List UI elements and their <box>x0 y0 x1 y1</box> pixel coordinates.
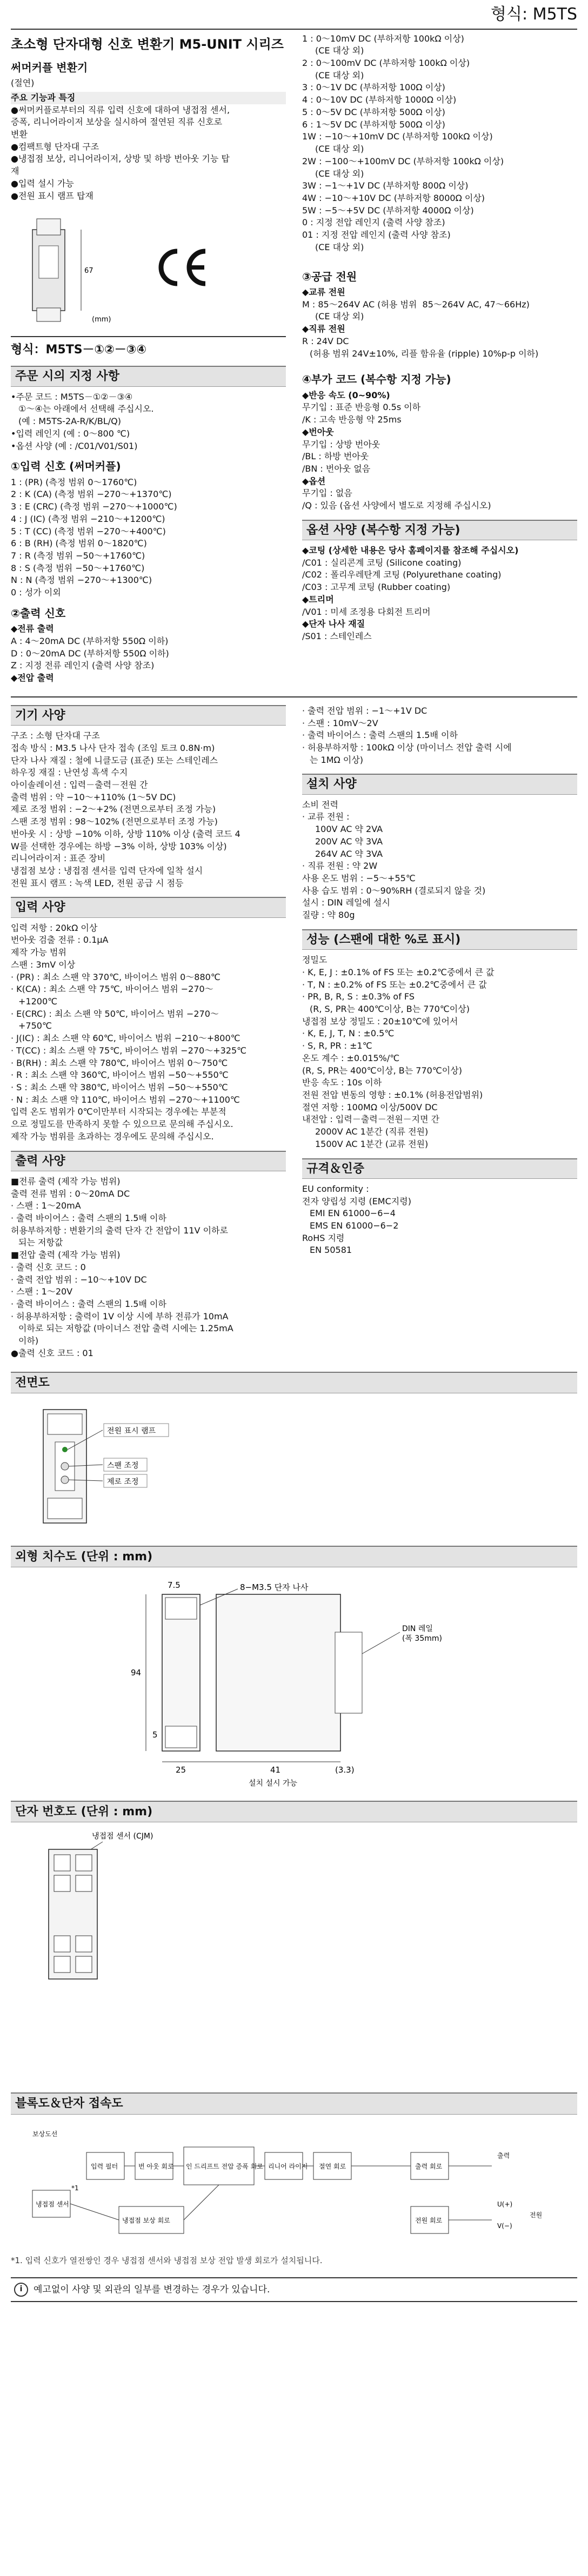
option-line: /C01 : 실리콘계 코팅 (Silicone coating) <box>302 557 462 568</box>
voltage-code-line: 2W : −100～+100mV DC (부하저항 100kΩ 이상) <box>302 156 504 166</box>
extra-code-line: /Q : 있음 (옵션 사양에서 별도로 지정해 주십시오) <box>302 500 491 511</box>
extra-code-line: /BL : 하방 번아웃 <box>302 451 369 462</box>
ce-mark-icon <box>151 243 211 292</box>
block-label-amplifier: 인 드리프트 전압 증폭 회로 <box>186 2162 263 2170</box>
dimensions-figure <box>11 1573 577 1789</box>
order-line: (예 : M5TS-2A-R/K/BL/Q) <box>18 416 122 427</box>
perf-line: 절연 저항 : 100MΩ 이상/500V DC <box>302 1102 438 1112</box>
block-label-output-circuit: 출력 회로 <box>415 2162 443 2170</box>
voltage-code-line: 1W : −10～+10mV DC (부하저항 100kΩ 이상) <box>302 131 493 142</box>
input-spec-line: · (PR) : 최소 스팬 약 370℃, 바이어스 범위 0～880℃ <box>11 971 220 982</box>
voltage-code-line: 6 : 1～5V DC (부하저항 500Ω 이상) <box>302 119 445 130</box>
perf-line: 내전압 : 입력－출력－전원－지면 간 <box>302 1114 440 1125</box>
block-label-footnote-mark: *1 <box>71 2184 79 2192</box>
right-top-column <box>302 30 577 685</box>
output-spec-line: 허용부하저항 : 변환기의 출력 단자 간 전압이 11V 이하로 <box>11 1225 228 1236</box>
input-spec-line: 제작 가능 범위를 초과하는 경우에도 문의해 주십시오. <box>11 1131 214 1142</box>
output-code-line: D : 0～20mA DC (부하저항 550Ω 이하) <box>11 648 169 659</box>
voltage-code-line: (CE 대상 외) <box>315 144 364 155</box>
option-line: /S01 : 스테인레스 <box>302 631 372 642</box>
feature-line: ●컴팩트형 단자대 구조 <box>11 141 99 152</box>
standard-line: EU conformity : <box>302 1183 369 1194</box>
power-line: M : 85～264V AC (허용 범위 85～264V AC, 47～66Hz) <box>302 299 530 310</box>
front-view-figure <box>11 1399 577 1534</box>
perf-line: 정밀도 <box>302 955 328 965</box>
input-spec-line: 입력 온도 범위가 0℃이만부터 시작되는 경우에는 부분적 <box>11 1106 226 1117</box>
option-line: /V01 : 미세 조정용 다회전 트리머 <box>302 606 431 617</box>
perf-line: (R, S, PR는 400℃이상, B는 770℃이상) <box>310 1004 470 1014</box>
spec-section <box>11 697 577 1360</box>
feature-line: ●입력 설시 가능 <box>11 178 74 189</box>
feature-line: ●냉접점 보상, 리니어라이저, 상방 및 하방 번아웃 기능 탑 <box>11 153 230 164</box>
extra-code-line: 무기입 : 상방 번아웃 <box>302 439 380 450</box>
block-label-input-filter: 입력 필터 <box>91 2162 118 2170</box>
block-diagram-footnote: *1. 입력 신호가 열전쌍인 경우 냉접점 센서와 냉접점 보상 전압 발생 회로가 설치됩니다. <box>11 2255 323 2265</box>
install-line: 설시 : DIN 레일에 설시 <box>302 897 390 908</box>
block-label-output: 출력 <box>497 2151 510 2159</box>
block-label-linearizer: 리니어 라이저 <box>268 2162 308 2170</box>
general-spec-line: 스팬 조정 범위 : 98～102% (전면으로부터 조정 가능) <box>11 816 218 827</box>
output-spec-line: 되는 저항값 <box>18 1237 63 1248</box>
general-spec-line: 접속 방식 : M3.5 나사 단자 접속 (조임 토크 0.8N·m) <box>11 742 215 753</box>
input-spec-line: · B(RH) : 최소 스팬 약 780℃, 바이어스 범위 0～750℃ <box>11 1057 228 1068</box>
general-spec-line: 단자 나사 재질 : 철에 니클도금 (표준) 또는 스테인레스 <box>11 755 218 766</box>
voltage-code-line: (CE 대상 외) <box>315 242 364 252</box>
input-spec-line: +750℃ <box>18 1021 52 1031</box>
output-spec-line: · 출력 신호 코드 : 0 <box>11 1262 86 1272</box>
output-signal-heading: ②출력 신호 <box>11 606 66 620</box>
perf-line: 전원 전압 변동의 영향 : ±0.1% (허용전압범위) <box>302 1090 483 1101</box>
input-spec-line: 스팬 : 3mV 이상 <box>11 959 76 970</box>
order-line: •입력 레인지 (예 : 0～800 ℃) <box>11 428 130 439</box>
output-spec-line: · 허용부하저항 : 출력이 1V 이상 시에 부하 전류가 10mA <box>11 1311 229 1321</box>
block-diagram-drawing-icon <box>11 2120 577 2255</box>
install-line: 264V AC 약 3VA <box>315 848 383 859</box>
install-line: 소비 전력 <box>302 799 338 810</box>
perf-line: · T, N : ±0.2% of FS 또는 ±0.2℃중에서 큰 값 <box>302 979 487 990</box>
voltage-code-line: 01 : 지정 전압 레인지 (출력 사양 참조) <box>302 230 451 240</box>
output-spec-line: · 출력 바이어스 : 출력 스팬의 1.5배 이하 <box>11 1299 166 1310</box>
block-label-cj-comp: 냉접점 보상 회로 <box>122 2216 170 2224</box>
feature-line: ●전원 표시 램프 탑재 <box>11 190 93 201</box>
install-line: · 교류 전원 : <box>302 811 350 822</box>
dim-label-41: 41 <box>270 1765 281 1775</box>
perf-line: 1500V AC 1분간 (교류 전원) <box>315 1138 429 1149</box>
input-code-line: N : N (측정 범위 −270～+1300℃) <box>11 575 152 586</box>
output-spec-line: ■전류 출력 (제작 가능 범위) <box>11 1176 121 1186</box>
model-code-title: 형식：M5TS－①②－③④ <box>11 336 286 358</box>
standards-heading: 규격＆인증 <box>302 1158 577 1179</box>
option-line: /C02 : 폴리우레탄계 코팅 (Polyurethane coating) <box>302 569 502 580</box>
feature-line: ●써머커플로부터의 직류 입력 신호에 대하여 냉접점 센서, <box>11 104 230 115</box>
output-spec-heading: 출력 사양 <box>11 1151 286 1171</box>
extra-code-line: ◆번아웃 <box>302 426 334 437</box>
perf-line: · PR, B, R, S : ±0.3% of FS <box>302 991 415 1002</box>
input-spec-line: 입력 저항 : 20kΩ 이상 <box>11 922 98 933</box>
spec-left-column <box>11 697 286 1360</box>
output-code-line: ◆전류 출력 <box>11 623 54 634</box>
block-label-isolation: 절연 회로 <box>319 2162 346 2170</box>
page-header-title: 형식: M5TS <box>11 0 577 30</box>
dim-label-7-5: 7.5 <box>168 1580 181 1591</box>
standard-line: 전자 양립성 지령 (EMC지령) <box>302 1196 411 1206</box>
input-code-line: 2 : K (CA) (측정 범위 −270～+1370℃) <box>11 489 172 500</box>
voltage-code-line: 5W : −5～+5V DC (부하저항 4000Ω 이상) <box>302 205 474 216</box>
general-spec-line: W를 선택한 경우에는 하방 −3% 이하, 상방 103% 이상) <box>11 841 227 851</box>
power-line: R : 24V DC <box>302 336 349 346</box>
dim-label-94: 94 <box>131 1668 142 1678</box>
page-footer <box>11 2277 577 2302</box>
option-spec-heading: 옵션 사양 (복수항 지정 가능) <box>302 520 577 540</box>
input-code-line: 3 : E (CRC) (측정 범위 −270～+1000℃) <box>11 501 177 512</box>
input-code-line: 7 : R (측정 범위 −50～+1760℃) <box>11 551 145 561</box>
voltage-code-line: 4W : −10～+10V DC (부하저항 8000Ω 이상) <box>302 192 485 203</box>
power-supply-heading: ③공급 전원 <box>302 270 357 283</box>
top-section <box>11 30 577 685</box>
voltage-code-line: 3W : −1～+1V DC (부하저항 800Ω 이상) <box>302 180 469 191</box>
dim-label-3-3: (3.3) <box>335 1765 355 1775</box>
input-code-line: 6 : B (RH) (측정 범위 0～1820℃) <box>11 538 147 549</box>
terminal-heading: 단자 번호도 (단위 : mm) <box>11 1801 577 1822</box>
spec-right-column <box>302 697 577 1360</box>
option-line: ◆코팅 (상세한 내용은 당사 홈페이지를 참조해 주십시오) <box>302 545 519 556</box>
dim-label-5: 5 <box>152 1730 158 1740</box>
product-photo-icon <box>11 208 119 327</box>
input-spec-line: · T(CC) : 최소 스팬 약 75℃, 바이어스 범위 −270～+325℃ <box>11 1045 247 1056</box>
output-cont-line: 는 1MΩ 이상) <box>310 754 363 765</box>
input-spec-line: · K(CA) : 최소 스팬 약 75℃, 바이어스 범위 −270～ <box>11 984 213 995</box>
general-spec-line: 하우징 재질 : 난연성 흑색 수지 <box>11 767 128 778</box>
output-spec-line: 이하) <box>18 1336 39 1346</box>
info-icon: i <box>14 2283 28 2297</box>
front-view-drawing-icon <box>11 1399 292 1534</box>
voltage-code-line: (CE 대상 외) <box>315 70 364 81</box>
general-spec-line: 전원 표시 램프 : 녹색 LED, 전원 공급 시 점등 <box>11 877 184 888</box>
input-spec-line: · J(IC) : 최소 스팬 약 60℃, 바이어스 범위 −210～+800℃ <box>11 1033 240 1044</box>
general-spec-line: 제로 조정 범위 : −2～+2% (전면으로부터 조정 가능) <box>11 804 216 815</box>
dim-label-mounting-note: 설치 설시 가능 <box>249 1779 298 1788</box>
extra-code-heading: ④부가 코드 (복수항 지정 가능) <box>302 373 451 386</box>
product-series-title: 초소형 단자대형 신호 변환기 M5-UNIT 시리즈 <box>11 36 284 52</box>
block-label-comp-wire: 보상도선 <box>32 2130 58 2138</box>
perf-line: · S, R, PR : ±1℃ <box>302 1041 372 1051</box>
feature-line: 증폭, 리니어라이저 보상을 실시하여 절연된 직류 신호로 <box>11 117 223 128</box>
order-line: •주문 코드 : M5TS－①②－③④ <box>11 391 133 402</box>
input-signal-heading: ①입력 신호 (써머커플) <box>11 460 121 473</box>
power-line: ◆직류 전원 <box>302 324 345 334</box>
input-spec-heading: 입력 사양 <box>11 897 286 917</box>
extra-code-line: /K : 고속 반응형 약 25ms <box>302 414 402 425</box>
standard-line: EMI EN 61000−6−4 <box>310 1208 396 1219</box>
output-spec-line: · 스팬 : 1～20V <box>11 1286 73 1297</box>
order-spec-heading: 주문 시의 지정 사항 <box>11 366 286 386</box>
block-diagram-figure <box>11 2120 577 2255</box>
install-line: · 직류 전원 : 약 2W <box>302 861 378 871</box>
voltage-code-line: (CE 대상 외) <box>315 45 364 56</box>
voltage-code-line: 3 : 0～1V DC (부하저항 100Ω 이상) <box>302 82 445 93</box>
install-line: 사용 온도 범위 : −5～+55℃ <box>302 873 416 884</box>
block-label-cj-sensor: 냉접점 센서 <box>36 2200 69 2208</box>
dim-label-25: 25 <box>176 1765 186 1775</box>
output-cont-line: · 허용부하저항 : 100kΩ 이상 (마이너스 전압 출력 시에 <box>302 742 512 753</box>
install-spec-heading: 설치 사양 <box>302 774 577 794</box>
general-spec-line: 출력 범위 : 약 −10～+110% (1～5V DC) <box>11 791 176 802</box>
general-spec-line: 구조 : 소형 단자대 구조 <box>11 730 100 741</box>
block-label-v-minus: V(−) <box>497 2222 512 2230</box>
input-spec-line: 으로 정밀도를 만족하지 못할 수 있으므로 문의해 주십시오. <box>11 1119 233 1130</box>
product-subtitle: (절연) <box>11 78 35 89</box>
input-spec-line: · S : 최소 스팬 약 380℃, 바이어스 범위 −50～+550℃ <box>11 1082 228 1093</box>
input-code-line: 8 : S (측정 범위 −50～+1760℃) <box>11 562 145 573</box>
front-label-zero: 제로 조정 <box>107 1477 139 1486</box>
input-code-line: 5 : T (CC) (측정 범위 −270～+400℃) <box>11 526 166 536</box>
extra-code-line: 무기입 : 없음 <box>302 488 352 499</box>
order-line: ①～④는 아래에서 선택해 주십시오. <box>18 404 154 414</box>
output-spec-line: ●출력 신호 코드 : 01 <box>11 1347 93 1358</box>
option-line: /C03 : 고무계 코팅 (Rubber coating) <box>302 582 451 593</box>
dim-label-terminal-screw: 8−M3.5 단자 나사 <box>240 1582 309 1593</box>
perf-line: · K, E, J, T, N : ±0.5℃ <box>302 1028 395 1039</box>
option-line: ◆트리머 <box>302 594 334 605</box>
general-spec-line: 아이솔레이션 : 입력－출력－전원 간 <box>11 779 148 790</box>
block-label-burnout: 번 아웃 회로 <box>138 2162 174 2170</box>
power-line: ◆교류 전원 <box>302 286 345 297</box>
dim-label-din-rail: DIN 레일 <box>402 1625 433 1634</box>
dimensions-drawing-icon <box>11 1573 577 1789</box>
product-image-area <box>11 205 286 330</box>
input-spec-line: · R : 최소 스팬 약 360℃, 바이어스 범위 −50～+550℃ <box>11 1070 229 1081</box>
output-spec-line: · 출력 전압 범위 : −10～+10V DC <box>11 1274 147 1285</box>
voltage-code-line: 1 : 0～10mV DC (부하저항 100kΩ 이상) <box>302 33 464 44</box>
output-code-line: ◆전압 출력 <box>11 673 54 683</box>
input-spec-line: · N : 최소 스팬 약 110℃, 바이어스 범위 −270～+1100℃ <box>11 1094 240 1105</box>
extra-code-line: ◆옵션 <box>302 475 326 486</box>
standard-line: EN 50581 <box>310 1245 352 1256</box>
footer-notice: 예고없이 사양 및 외관의 일부를 변경하는 경우가 있습니다. <box>34 2284 270 2295</box>
dim-label-din-width: (폭 35mm) <box>402 1634 442 1643</box>
perf-line: 냉접점 보상 정밀도 : 20±10℃에 있어서 <box>302 1016 458 1027</box>
terminal-drawing-icon <box>11 1828 292 1990</box>
input-spec-line: · E(CRC) : 최소 스팬 약 50℃, 바이어스 범위 −270～ <box>11 1008 219 1019</box>
output-spec-line: 이하로 되는 저항값 (마이너스 전압 출력 시에는 1.25mA <box>18 1323 233 1334</box>
feature-line: 변환 <box>11 129 28 139</box>
extra-code-line: ◆반응 속도 (0~90%) <box>302 390 390 400</box>
install-line: 200V AC 약 3VA <box>315 836 383 847</box>
terminal-figure <box>11 1828 577 1990</box>
extra-code-line: 무기입 : 표준 반응형 0.5s 이하 <box>302 402 421 413</box>
output-cont-line: · 출력 바이어스 : 출력 스팬의 1.5배 이하 <box>302 730 458 741</box>
block-diagram-heading: 블록도＆단자 접속도 <box>11 2092 577 2114</box>
dim-height-label: 67 <box>84 267 93 276</box>
features-title: 주요 기능과 특징 <box>11 92 286 104</box>
power-line: (허용 범위 24V±10%, 리플 함유율 (ripple) 10%p-p 이하) <box>310 348 539 359</box>
perf-line: · K, E, J : ±0.1% of FS 또는 ±0.2℃중에서 큰 값 <box>302 967 495 977</box>
input-spec-line: +1200℃ <box>18 996 58 1007</box>
output-spec-line: · 스팬 : 1～20mA <box>11 1200 81 1211</box>
output-spec-line: ■전압 출력 (제작 가능 범위) <box>11 1250 121 1260</box>
performance-heading: 성능 (스팬에 대한 %로 표시) <box>302 929 577 950</box>
feature-line: 재 <box>11 166 19 177</box>
install-line: 사용 습도 범위 : 0～90%RH (결로되지 않을 것) <box>302 885 486 896</box>
block-label-power: 전원 <box>530 2211 543 2219</box>
block-label-power-circuit: 전원 회로 <box>415 2216 443 2224</box>
dim-unit-label: (mm) <box>92 316 111 324</box>
output-spec-line: · 출력 바이어스 : 출력 스팬의 1.5배 이하 <box>11 1213 166 1224</box>
output-code-line: Z : 지정 전류 레인지 (출력 사양 참조) <box>11 660 155 671</box>
order-line: •옵션 사양 (예 : /C01/V01/S01) <box>11 440 138 451</box>
product-name: 써머커플 변환기 <box>11 61 88 74</box>
output-spec-line: 출력 전류 범위 : 0～20mA DC <box>11 1188 130 1199</box>
front-label-power-lamp: 전원 표시 램프 <box>107 1426 156 1435</box>
dimensions-heading: 외형 치수도 (단위 : mm) <box>11 1546 577 1567</box>
perf-line: (R, S, PR는 400℃이상, B는 770℃이상) <box>302 1065 462 1076</box>
front-label-span: 스팬 조정 <box>107 1461 139 1470</box>
perf-line: 온도 계수 : ±0.015%/℃ <box>302 1052 400 1063</box>
voltage-code-line: 2 : 0～100mV DC (부하저항 100kΩ 이상) <box>302 58 470 69</box>
general-spec-heading: 기기 사양 <box>11 705 286 726</box>
voltage-code-line: 5 : 0～5V DC (부하저항 500Ω 이상) <box>302 106 445 117</box>
input-code-line: 0 : 성가 이외 <box>11 587 61 598</box>
perf-line: 반응 속도 : 10s 이하 <box>302 1077 382 1088</box>
output-cont-line: · 출력 전압 범위 : −1～+1V DC <box>302 705 427 716</box>
power-line: (CE 대상 외) <box>315 311 364 322</box>
input-code-line: 1 : (PR) (측정 범위 0～1760℃) <box>11 477 137 487</box>
voltage-code-line: 0 : 지정 전압 레인지 (출력 사양 참조) <box>302 217 445 228</box>
document-page <box>11 0 577 2302</box>
general-spec-line: 냉접점 보상 : 냉접점 센서를 입력 단자에 일착 설시 <box>11 866 203 876</box>
general-spec-line: 리니어라이저 : 표준 장비 <box>11 853 106 864</box>
left-top-column <box>11 30 286 685</box>
features-list <box>11 104 286 203</box>
option-line: ◆단자 나사 재질 <box>302 619 365 629</box>
output-cont-line: · 스팬 : 10mV～2V <box>302 717 378 728</box>
install-line: 질량 : 약 80g <box>302 910 355 921</box>
block-label-u-plus: U(+) <box>497 2200 513 2208</box>
general-spec-line: 번아웃 시 : 상방 −10% 이하, 상방 110% 이상 (출력 코드 4 <box>11 828 240 839</box>
standard-line: EMS EN 61000−6−2 <box>310 1220 399 1231</box>
input-spec-line: 제작 가능 범위 <box>11 947 66 958</box>
front-view-heading: 전면도 <box>11 1372 577 1393</box>
perf-line: 2000V AC 1분간 (직류 전원) <box>315 1126 429 1137</box>
voltage-code-line: 4 : 0～10V DC (부하저항 1000Ω 이상) <box>302 95 457 105</box>
voltage-code-line: (CE 대상 외) <box>315 168 364 179</box>
input-spec-line: 번아웃 검출 전류 : 0.1μA <box>11 935 109 945</box>
output-code-line: A : 4～20mA DC (부하저항 550Ω 이하) <box>11 636 169 646</box>
extra-code-line: /BN : 번아웃 없음 <box>302 463 371 474</box>
standard-line: RoHS 지령 <box>302 1232 345 1243</box>
install-line: 100V AC 약 2VA <box>315 824 383 835</box>
input-code-line: 4 : J (IC) (측정 범위 −210～+1200℃) <box>11 513 165 524</box>
terminal-label-cjm: 냉접점 센서 (CJM) <box>92 1832 153 1841</box>
